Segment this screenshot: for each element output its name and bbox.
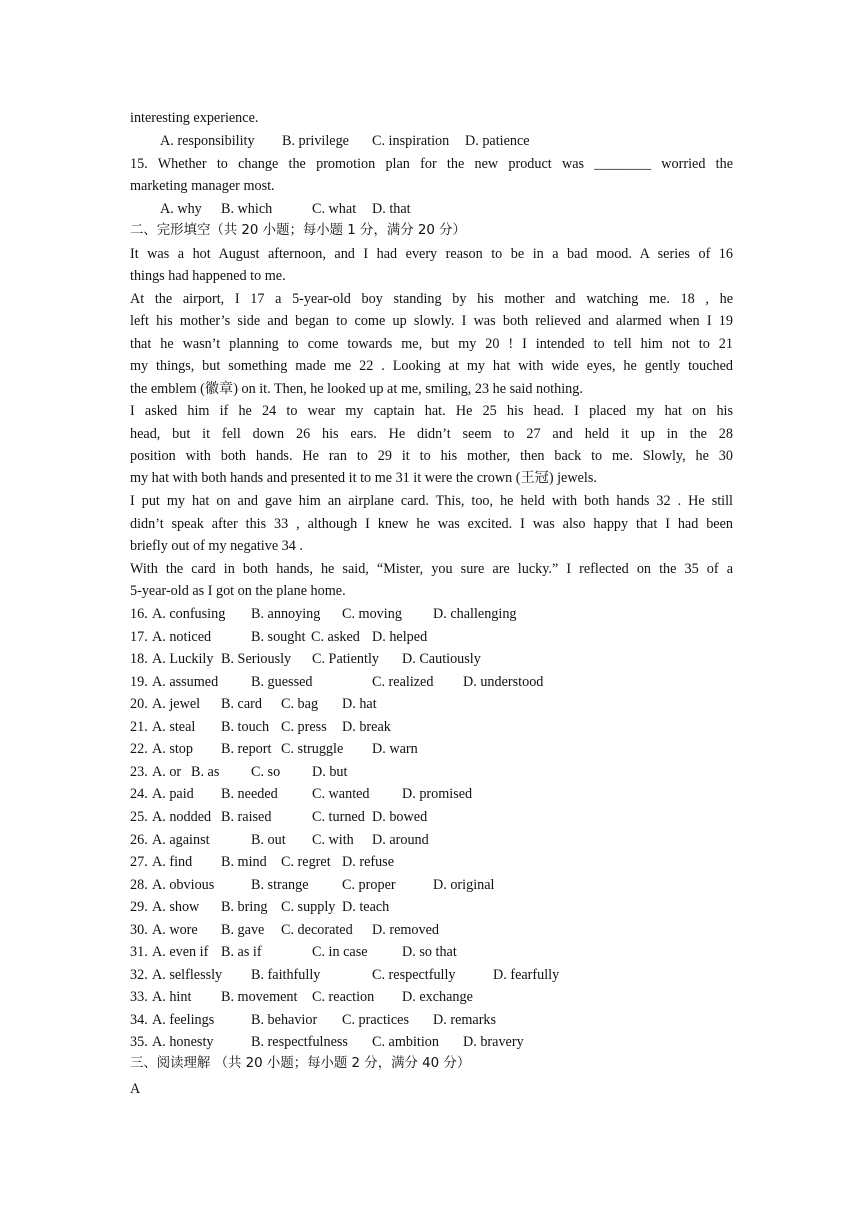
question-option-d: D. warn bbox=[372, 741, 418, 758]
question-number: 26. bbox=[130, 831, 148, 848]
question-number: 27. bbox=[130, 854, 148, 871]
question-option-b: B. guessed bbox=[251, 673, 313, 690]
question-option-a: A. obvious bbox=[152, 876, 215, 893]
passage-line: my hat with both hands and presented it to me 31 it were the crown (王冠) jewels. bbox=[130, 470, 597, 486]
q15-question-line1: 15. Whether to change the promotion plan for the new product was ________ worried the bbox=[130, 156, 733, 172]
question-number: 29. bbox=[130, 899, 148, 916]
question-option-c: C. ambition bbox=[372, 1034, 439, 1051]
q14-option-d: D. patience bbox=[465, 133, 530, 149]
question-option-b: B. strange bbox=[251, 876, 309, 893]
question-option-a: A. show bbox=[152, 899, 200, 916]
question-option-a: A. paid bbox=[152, 786, 194, 803]
question-option-b: B. card bbox=[221, 696, 262, 713]
question-option-b: B. movement bbox=[221, 989, 298, 1006]
question-option-a: A. stop bbox=[152, 741, 193, 758]
question-option-a: A. assumed bbox=[152, 673, 219, 690]
question-option-c: C. turned bbox=[312, 808, 365, 825]
question-option-a: A. Luckily bbox=[152, 651, 214, 668]
question-number: 24. bbox=[130, 786, 148, 803]
question-option-a: A. or bbox=[152, 763, 182, 780]
question-option-a: A. hint bbox=[152, 989, 192, 1006]
question-option-a: A. find bbox=[152, 854, 193, 871]
question-option-b: B. Seriously bbox=[221, 651, 292, 668]
question-number: 33. bbox=[130, 989, 148, 1006]
passage-line: briefly out of my negative 34 . bbox=[130, 538, 303, 554]
question-option-b: B. sought bbox=[251, 628, 306, 645]
question-option-b: B. as if bbox=[221, 944, 262, 961]
passage-line: At the airport, I 17 a 5-year-old boy standing by his mother and watching me. 18 , he bbox=[130, 291, 733, 307]
question-option-b: B. raised bbox=[221, 808, 272, 825]
q15-option-d: D. that bbox=[372, 201, 411, 217]
question-option-d: D. teach bbox=[342, 899, 390, 916]
q14-option-c: C. inspiration bbox=[372, 133, 450, 149]
question-option-d: D. removed bbox=[372, 921, 439, 938]
question-option-b: B. report bbox=[221, 741, 272, 758]
question-number: 17. bbox=[130, 628, 148, 645]
passage-line: didn’t speak after this 33 , although I knew he was excited. I was also happy that I had been bbox=[130, 516, 733, 532]
question-option-a: A. against bbox=[152, 831, 210, 848]
passage-line: that he wasn’t planning to come towards me, but my 20 ! I intended to tell him not to 21 bbox=[130, 336, 733, 352]
question-option-c: C. wanted bbox=[312, 786, 370, 803]
question-option-c: C. supply bbox=[281, 899, 336, 916]
passage-line: 5-year-old as I got on the plane home. bbox=[130, 583, 346, 599]
q15-question-line2: marketing manager most. bbox=[130, 178, 275, 194]
section3-part-label: A bbox=[130, 1081, 141, 1097]
question-number: 31. bbox=[130, 944, 148, 961]
question-option-a: A. nodded bbox=[152, 808, 212, 825]
question-option-d: D. refuse bbox=[342, 854, 394, 871]
question-option-d: D. remarks bbox=[433, 1011, 497, 1028]
q14-tail-text: interesting experience. bbox=[130, 110, 259, 126]
question-option-c: C. with bbox=[312, 831, 354, 848]
question-option-c: C. respectfully bbox=[372, 966, 456, 983]
question-number: 30. bbox=[130, 921, 148, 938]
question-option-b: B. behavior bbox=[251, 1011, 318, 1028]
question-option-d: D. exchange bbox=[402, 989, 473, 1006]
question-option-d: D. hat bbox=[342, 696, 377, 713]
question-option-c: C. moving bbox=[342, 606, 402, 622]
question-option-b: B. annoying bbox=[251, 606, 321, 622]
passage-line: head, but it fell down 26 his ears. He didn’t seem to 27 and held it up in the 28 bbox=[130, 426, 733, 442]
section3-heading: 三、阅读理解 （共 20 小题；每小题 2 分，满分 40 分） bbox=[130, 1056, 471, 1071]
passage-line: I asked him if he 24 to wear my captain hat. He 25 his head. I placed my hat on his bbox=[130, 403, 733, 419]
question-number: 25. bbox=[130, 808, 148, 825]
passage-line: position with both hands. He ran to 29 it to his mother, then back to me. Slowly, he 30 bbox=[130, 448, 733, 464]
question-option-a: A. honesty bbox=[152, 1034, 214, 1051]
question-number: 21. bbox=[130, 718, 148, 735]
q15-option-a: A. why bbox=[160, 201, 202, 217]
question-option-b: B. bring bbox=[221, 899, 268, 916]
question-option-d: D. fearfully bbox=[493, 966, 560, 983]
question-option-a: A. wore bbox=[152, 921, 198, 938]
question-option-d: D. bravery bbox=[463, 1034, 524, 1051]
q14-option-b: B. privilege bbox=[282, 133, 349, 149]
passage-line: things had happened to me. bbox=[130, 268, 286, 284]
question-option-d: D. so that bbox=[402, 944, 457, 961]
passage-line: I put my hat on and gave him an airplane card. This, too, he held with both hands 32 . He still bbox=[130, 493, 733, 509]
question-option-d: D. helped bbox=[372, 628, 428, 645]
question-option-b: B. touch bbox=[221, 718, 270, 735]
question-option-b: B. respectfulness bbox=[251, 1034, 348, 1051]
question-option-c: C. decorated bbox=[281, 921, 353, 938]
question-option-c: C. so bbox=[251, 763, 281, 780]
question-option-c: C. Patiently bbox=[312, 651, 379, 668]
question-option-c: C. asked bbox=[311, 628, 360, 645]
question-option-b: B. as bbox=[191, 763, 220, 780]
question-option-c: C. realized bbox=[372, 673, 434, 690]
q15-option-c: C. what bbox=[312, 201, 357, 217]
section2-heading: 二、完形填空（共 20 小题；每小题 1 分，满分 20 分） bbox=[130, 223, 466, 238]
question-number: 28. bbox=[130, 876, 148, 893]
question-option-a: A. noticed bbox=[152, 628, 212, 645]
question-option-a: A. even if bbox=[152, 944, 209, 961]
q14-option-a: A. responsibility bbox=[160, 133, 255, 149]
question-option-d: D. Cautiously bbox=[402, 651, 481, 668]
passage-line: my things, but something made me 22 . Looking at my hat with wide eyes, he gently touched bbox=[130, 358, 733, 374]
question-option-c: C. regret bbox=[281, 854, 331, 871]
question-number: 18. bbox=[130, 651, 148, 668]
passage-line: It was a hot August afternoon, and I had every reason to be in a bad mood. A series of 16 bbox=[130, 246, 733, 262]
question-option-b: B. needed bbox=[221, 786, 278, 803]
question-option-b: B. mind bbox=[221, 854, 267, 871]
passage-line: left his mother’s side and began to come up slowly. I was both relieved and alarmed when I 19 bbox=[130, 313, 733, 329]
question-option-a: A. jewel bbox=[152, 696, 201, 713]
question-option-d: D. challenging bbox=[433, 606, 517, 622]
question-option-c: C. struggle bbox=[281, 741, 344, 758]
question-option-d: D. around bbox=[372, 831, 429, 848]
question-option-d: D. break bbox=[342, 718, 391, 735]
question-option-b: B. out bbox=[251, 831, 286, 848]
question-option-d: D. promised bbox=[402, 786, 473, 803]
passage-line: With the card in both hands, he said, “Mister, you sure are lucky.” I reflected on the 35 of a bbox=[130, 561, 733, 577]
question-number: 22. bbox=[130, 741, 148, 758]
passage-line: the emblem (徽章) on it. Then, he looked up at me, smiling, 23 he said nothing. bbox=[130, 381, 583, 397]
question-option-d: D. but bbox=[312, 763, 348, 780]
question-number: 35. bbox=[130, 1034, 148, 1051]
question-number: 34. bbox=[130, 1011, 148, 1028]
question-option-c: C. press bbox=[281, 718, 327, 735]
question-option-a: A. steal bbox=[152, 718, 196, 735]
question-number: 16. bbox=[130, 606, 148, 622]
question-option-a: A. selflessly bbox=[152, 966, 223, 983]
question-option-c: C. bag bbox=[281, 696, 319, 713]
question-option-c: C. practices bbox=[342, 1011, 409, 1028]
question-option-c: C. proper bbox=[342, 876, 396, 893]
question-option-d: D. original bbox=[433, 876, 495, 893]
question-option-c: C. reaction bbox=[312, 989, 375, 1006]
q15-option-b: B. which bbox=[221, 201, 273, 217]
question-option-b: B. faithfully bbox=[251, 966, 321, 983]
question-number: 20. bbox=[130, 696, 148, 713]
question-option-b: B. gave bbox=[221, 921, 265, 938]
question-option-d: D. bowed bbox=[372, 808, 428, 825]
question-number: 32. bbox=[130, 966, 148, 983]
question-option-a: A. feelings bbox=[152, 1011, 215, 1028]
question-option-c: C. in case bbox=[312, 944, 368, 961]
question-number: 23. bbox=[130, 763, 148, 780]
question-option-a: A. confusing bbox=[152, 606, 226, 622]
question-number: 19. bbox=[130, 673, 148, 690]
question-option-d: D. understood bbox=[463, 673, 544, 690]
